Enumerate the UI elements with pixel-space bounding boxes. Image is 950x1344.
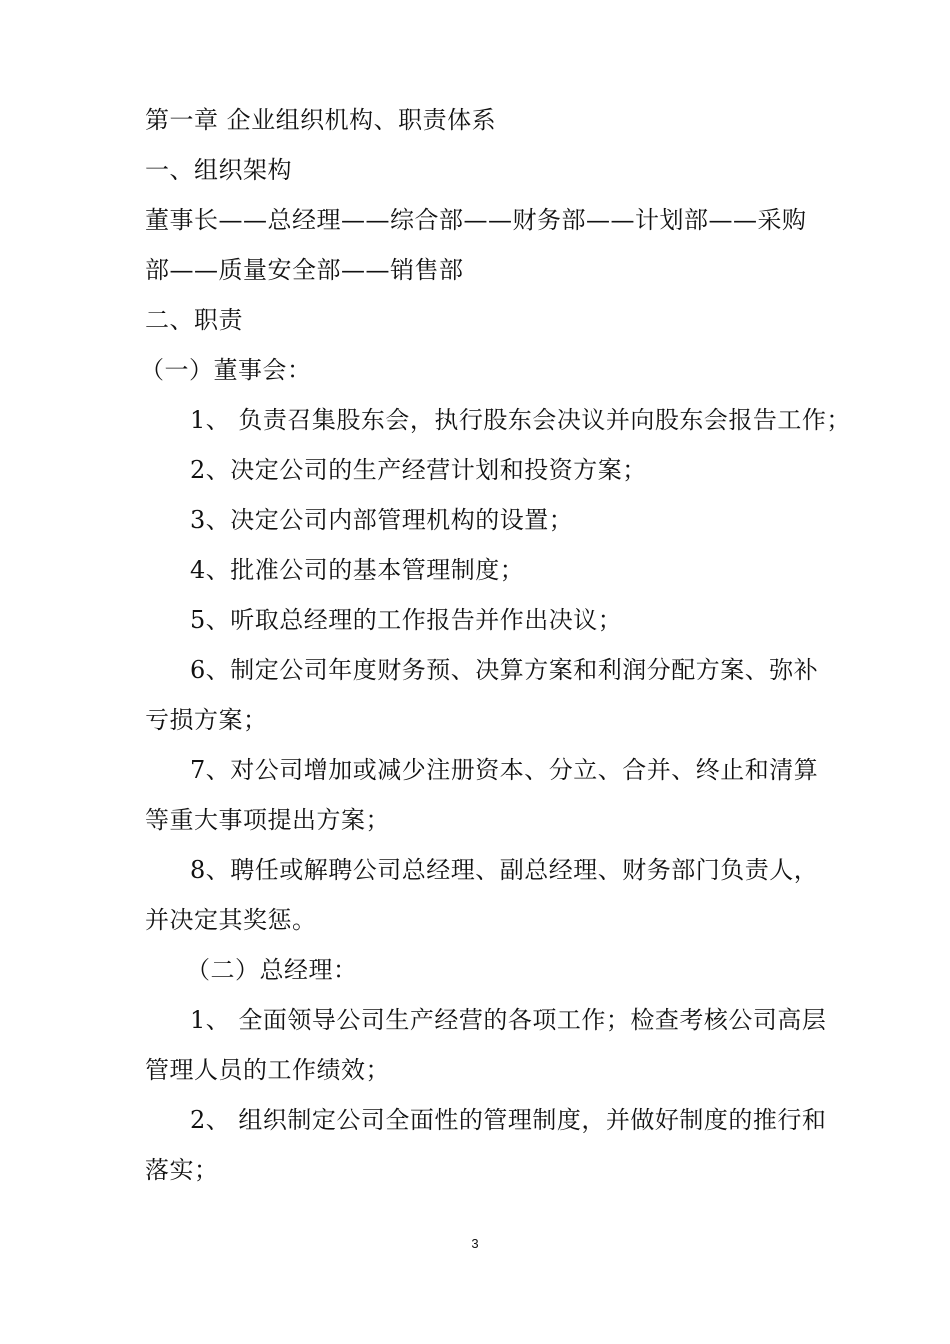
gm-item-continuation: 落实； xyxy=(145,1156,219,1184)
board-heading: （一）董事会： xyxy=(140,356,312,384)
board-item: 4、批准公司的基本管理制度； xyxy=(190,556,525,584)
org-chain-line-1: 董事长——总经理——综合部——财务部——计划部——采购 xyxy=(145,206,807,234)
chapter-title: 第一章 企业组织机构、职责体系 xyxy=(145,106,497,134)
section-heading-duties: 二、职责 xyxy=(145,306,243,334)
section-heading-org-structure: 一、组织架构 xyxy=(145,156,292,184)
board-item-continuation: 并决定其奖惩。 xyxy=(145,906,317,934)
gm-item: 1、 全面领导公司生产经营的各项工作；检查考核公司高层 xyxy=(190,1006,827,1034)
board-item: 1、 负责召集股东会，执行股东会决议并向股东会报告工作； xyxy=(190,406,851,434)
board-item: 8、聘任或解聘公司总经理、副总经理、财务部门负责人， xyxy=(190,856,819,884)
board-item: 5、听取总经理的工作报告并作出决议； xyxy=(190,606,623,634)
org-chain-line-2: 部——质量安全部——销售部 xyxy=(145,256,464,284)
board-item: 6、制定公司年度财务预、决算方案和利润分配方案、弥补 xyxy=(190,656,819,684)
page-number: 3 xyxy=(471,1236,479,1251)
gm-item: 2、 组织制定公司全面性的管理制度，并做好制度的推行和 xyxy=(190,1106,827,1134)
board-item: 2、决定公司的生产经营计划和投资方案； xyxy=(190,456,647,484)
board-item: 3、决定公司内部管理机构的设置； xyxy=(190,506,574,534)
gm-item-continuation: 管理人员的工作绩效； xyxy=(145,1056,390,1084)
board-item-continuation: 亏损方案； xyxy=(145,706,268,734)
board-item: 7、对公司增加或减少注册资本、分立、合并、终止和清算 xyxy=(190,756,819,784)
general-manager-heading: （二）总经理： xyxy=(186,956,358,984)
board-item-continuation: 等重大事项提出方案； xyxy=(145,806,390,834)
